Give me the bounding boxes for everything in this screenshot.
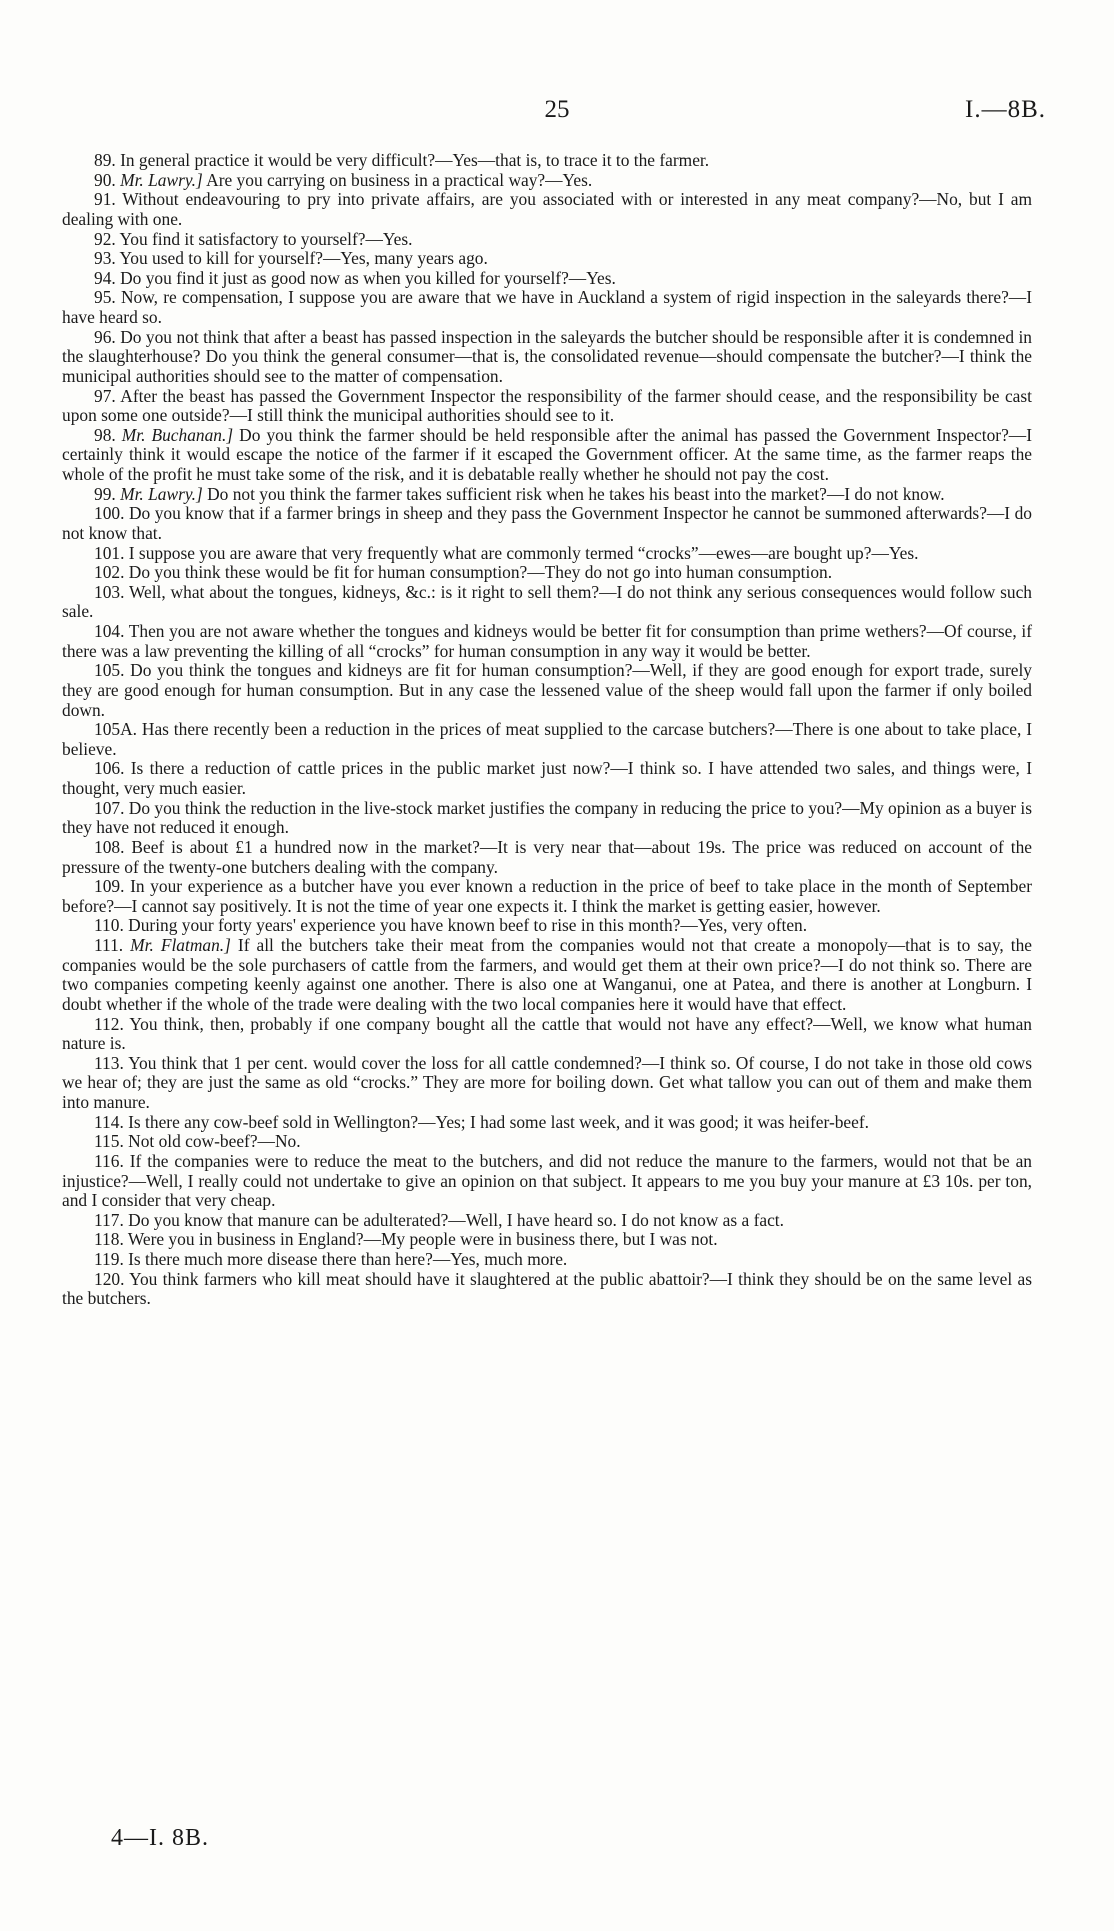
question-paragraph: [62, 151, 1032, 171]
question-paragraph: [62, 799, 1032, 838]
question-text: If all the butchers take their meat from the companies would not that create a monopoly—that is to say, the companies would be the sole purchasers of cattle from the farmers, and would get them at their own price?—I do not think so. There are two companies competing keenly against one another. There is also one at Wanganui, one at Patea, and there is another at Longburn. I doubt whether if the whole of the trade were dealing with the two local companies here it would have that effect.: [62, 935, 1032, 1014]
question-number: 104.: [94, 621, 125, 641]
question-text: You find it satisfactory to yourself?—Yes.: [115, 228, 413, 249]
question-text: Has there recently been a reduction in the prices of meat supplied to the carcase butchers?—There is one about to take place, I believe.: [62, 719, 1032, 759]
signature-mark: 4—I. 8B.: [111, 1825, 209, 1851]
question-text: Do you think the tongues and kidneys are fit for human consumption?—Well, if they are good enough for export trade, surely they are good enough for human consumption. But in any case the lessened value of the sheep would fall upon the farmer if only boiled down.: [62, 660, 1032, 720]
question-text: Do you know that if a farmer brings in sheep and they pass the Government Inspector he cannot be summoned afterwards?—I do not know that.: [62, 503, 1032, 543]
question-number: 95.: [94, 287, 116, 308]
question-number: 114.: [94, 1111, 124, 1132]
question-number: 109.: [94, 876, 125, 897]
question-text: You think that 1 per cent. would cover the loss for all cattle condemned?—I think so. Of course, I do not take in those old cows we hear of; they are just the same as old “crocks.” They are more for boiling down. Get what tallow you can out of them and make them into manure.: [62, 1052, 1032, 1112]
question-paragraph: [62, 877, 1032, 916]
question-number: 105A.: [94, 719, 137, 740]
question-number: 100.: [94, 503, 125, 524]
question-number: 112.: [94, 1013, 124, 1034]
question-paragraph: [62, 1270, 1032, 1309]
question-text: Do you know that manure can be adulterated?—Well, I have heard so. I do not know as a fact.: [123, 1209, 784, 1230]
question-paragraph: [62, 288, 1032, 327]
question-text: If the companies were to reduce the meat to the butchers, and did not reduce the manure to the farmers, would not that be an injustice?—Well, I really could not undertake to give an opinion on that subject. It appears to me you buy your manure at £3 10s. per ton, and I consider that very cheap.: [62, 1150, 1032, 1211]
question-text: In general practice it would be very difficult?—Yes—that is, to trace it to the farmer.: [115, 150, 710, 170]
question-paragraph: [62, 1250, 1032, 1270]
question-number: 108.: [94, 836, 125, 857]
question-number: 93.: [94, 248, 116, 269]
question-text: Do you think these would be fit for human consumption?—They do not go into human consumption.: [124, 562, 833, 583]
document-reference: I.—8B.: [965, 96, 1046, 123]
question-number: 117.: [94, 1209, 124, 1230]
question-number: 110.: [94, 915, 124, 936]
question-text: In your experience as a butcher have you ever known a reduction in the price of beef to take place in the month of September before?—I cannot say positively. It is not the time of year one expects it. I think the market is getting easier, however.: [62, 876, 1032, 916]
question-number: 92.: [94, 228, 116, 249]
question-paragraph: [62, 504, 1032, 543]
question-text: Then you are not aware whether the tongues and kidneys would be better fit for consumption than prime wethers?—Of course, if there was a law preventing the killing of all “crocks” for human consumption in any way it would be better.: [62, 621, 1032, 661]
page-header: [60, 96, 1054, 130]
question-text: Not old cow-beef?—No.: [123, 1131, 301, 1152]
question-paragraph: [62, 1113, 1032, 1133]
speaker-label: Mr. Flatman.]: [130, 935, 231, 955]
question-number: 91.: [94, 189, 116, 210]
question-paragraph: [62, 1211, 1032, 1231]
question-number: 120.: [94, 1268, 125, 1289]
question-number: 113.: [94, 1052, 124, 1073]
question-text: Do you not think that after a beast has passed inspection in the saleyards the butcher should be responsible after it is condemned in the slaughterhouse? Do you think the general consumer—that is, the consolidated revenue—should compensate the butcher?—I think the municipal authorities should see to the matter of compensation.: [62, 326, 1032, 386]
question-paragraph: [62, 661, 1032, 720]
question-text: Well, what about the tongues, kidneys, &c.: is it right to sell them?—I do not think any serious consequences would follow such sale.: [62, 581, 1032, 622]
question-paragraph: [62, 1054, 1032, 1113]
question-text: During your forty years' experience you have known beef to rise in this month?—Yes, very often.: [123, 915, 808, 936]
question-number: 107.: [94, 797, 125, 818]
question-number: 98.: [94, 424, 116, 445]
question-paragraph: [62, 328, 1032, 387]
question-text: After the beast has passed the Government Inspector the responsibility of the farmer should cease, and the responsibility be cast upon some one outside?—I still think the municipal authorities should see to it.: [62, 385, 1032, 426]
speaker-label: Mr. Lawry.]: [120, 483, 203, 504]
question-number: 103.: [94, 581, 125, 602]
question-paragraph: [62, 838, 1032, 877]
question-number: 94.: [94, 267, 116, 288]
question-number: 89.: [94, 150, 116, 170]
question-number: 115.: [94, 1131, 124, 1152]
question-text: Do you think the farmer should be held responsible after the animal has passed the Government Inspector?—I certainly think it would escape the notice of the farmer if it escaped the Government officer. At the same time, as the farmer reaps the whole of the profit he must take some of the risk, and it is debatable really whether he should not pay the cost.: [62, 424, 1032, 484]
page-number: 25: [544, 96, 570, 123]
question-number: 96.: [94, 326, 116, 347]
question-text: Are you carrying on business in a practical way?—Yes.: [202, 169, 593, 190]
question-text: Do you find it just as good now as when you killed for yourself?—Yes.: [115, 267, 616, 288]
question-text: Do you think the reduction in the live-stock market justifies the company in reducing the price to you?—My opinion as a buyer is they have not reduced it enough.: [62, 797, 1032, 838]
question-number: 97.: [94, 385, 116, 406]
question-paragraph: [62, 485, 1032, 505]
question-text: You think farmers who kill meat should have it slaughtered at the public abattoir?—I think they should be on the same level as the butchers.: [62, 1268, 1032, 1309]
question-paragraph: [62, 1015, 1032, 1054]
question-paragraph: [62, 936, 1032, 1015]
question-text: You think, then, probably if one company bought all the cattle that would not have any effect?—Well, we know what human nature is.: [62, 1013, 1032, 1054]
question-text: Is there much more disease there than here?—Yes, much more.: [123, 1249, 568, 1269]
question-text: Without endeavouring to pry into private affairs, are you associated with or interested in any meat company?—No, but I am dealing with one.: [62, 189, 1032, 229]
question-paragraph: [62, 1230, 1032, 1250]
question-paragraph: [62, 583, 1032, 622]
question-paragraph: [62, 563, 1032, 583]
question-number: 116.: [94, 1150, 124, 1171]
question-number: 101.: [94, 542, 125, 563]
speaker-label: Mr. Buchanan.]: [121, 424, 234, 445]
question-number: 105.: [94, 660, 125, 681]
question-paragraph: [62, 387, 1032, 426]
question-paragraph: [62, 544, 1032, 564]
testimony-body: [62, 151, 1032, 1309]
question-number: 119.: [94, 1249, 124, 1269]
question-text: Is there a reduction of cattle prices in the public market just now?—I think so. I have attended two sales, and things were, I thought, very much easier.: [62, 758, 1032, 798]
speaker-label: Mr. Lawry.]: [120, 169, 203, 190]
question-number: 102.: [94, 562, 125, 583]
question-text: Is there any cow-beef sold in Wellington?—Yes; I had some last week, and it was good; it was heifer-beef.: [123, 1111, 870, 1132]
question-paragraph: [62, 759, 1032, 798]
question-paragraph: [62, 622, 1032, 661]
question-paragraph: [62, 269, 1032, 289]
question-number: 99.: [94, 483, 116, 504]
question-text: Were you in business in England?—My people were in business there, but I was not.: [123, 1229, 718, 1250]
question-paragraph: [62, 1152, 1032, 1211]
question-paragraph: [62, 720, 1032, 759]
question-text: Beef is about £1 a hundred now in the market?—It is very near that—about 19s. The price was reduced on account of the pressure of the twenty-one butchers dealing with the company.: [62, 836, 1032, 877]
question-paragraph: [62, 190, 1032, 229]
question-number: 106.: [94, 758, 125, 779]
question-text: You used to kill for yourself?—Yes, many years ago.: [115, 248, 488, 269]
question-paragraph: [62, 171, 1032, 191]
question-text: Do not you think the farmer takes sufficient risk when he takes his beast into the market?—I do not know.: [202, 483, 945, 504]
question-number: 111.: [94, 935, 124, 955]
question-text: I suppose you are aware that very frequently what are commonly termed “crocks”—ewes—are bought up?—Yes.: [124, 542, 919, 563]
question-text: Now, re compensation, I suppose you are aware that we have in Auckland a system of rigid inspection in the saleyards there?—I have heard so.: [62, 287, 1032, 327]
question-number: 90.: [94, 169, 116, 190]
question-paragraph: [62, 916, 1032, 936]
question-paragraph: [62, 230, 1032, 250]
question-paragraph: [62, 426, 1032, 485]
question-number: 118.: [94, 1229, 124, 1250]
question-paragraph: [62, 249, 1032, 269]
question-paragraph: [62, 1132, 1032, 1152]
